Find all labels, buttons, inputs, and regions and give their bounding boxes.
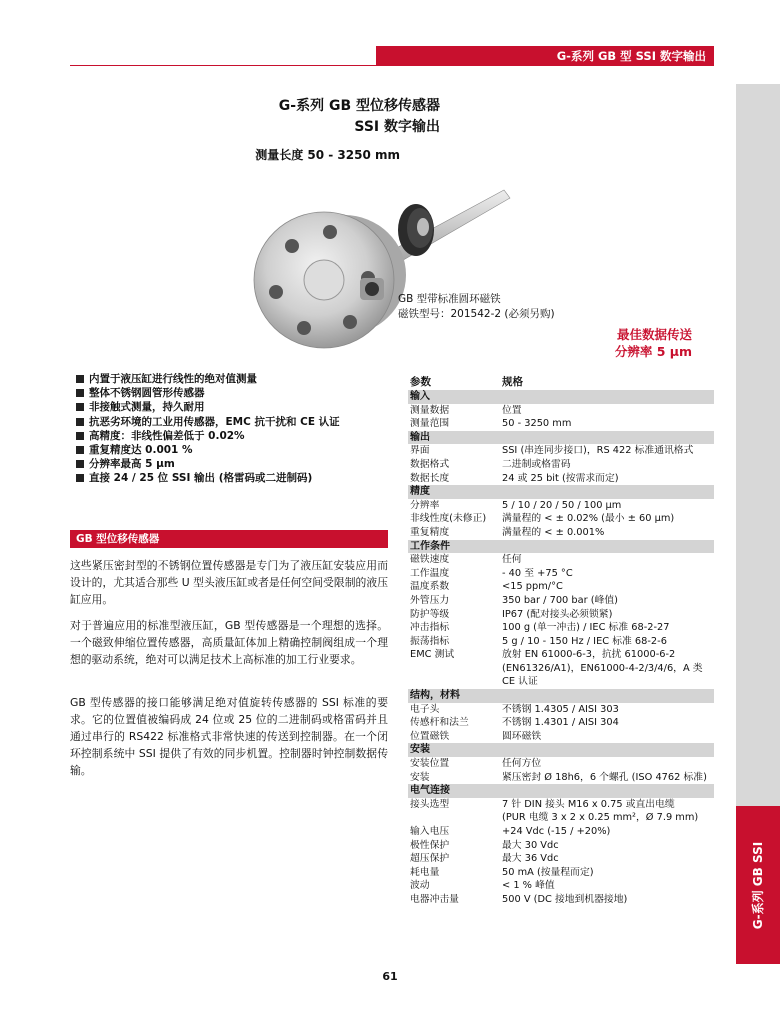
spec-value: 50 mA (按量程而定) <box>502 866 594 878</box>
spec-section-header: 电气连接 <box>408 784 714 798</box>
spec-row <box>408 703 714 717</box>
feature-item: 整体不锈钢圆管形传感器 <box>76 386 386 400</box>
spec-row <box>408 608 714 622</box>
spec-row <box>408 798 714 812</box>
spec-param: 位置磁铁 <box>410 730 450 742</box>
feature-item: 直接 24 / 25 位 SSI 输出 (格雷码或二进制码) <box>76 471 386 485</box>
header-rule <box>70 65 714 66</box>
spec-value: 圆环磁铁 <box>502 730 542 742</box>
spec-param: 温度系数 <box>410 581 450 593</box>
spec-param: 极性保护 <box>410 839 450 851</box>
connector-icon <box>360 278 384 300</box>
spec-param: 非线性度(未修正) <box>410 513 487 525</box>
spec-row <box>408 852 714 866</box>
spec-row <box>408 621 714 635</box>
header-band: G-系列 GB 型 SSI 数字输出 <box>376 46 714 66</box>
spec-param: 工作温度 <box>410 567 450 579</box>
spec-row <box>408 648 714 662</box>
spec-param: 输入电压 <box>410 826 450 837</box>
spec-param: 冲击指标 <box>410 622 450 634</box>
spec-row <box>408 730 714 744</box>
spec-param: 安装 <box>410 771 430 783</box>
spec-value: 紧压密封 Ø 18h6，6 个螺孔 (ISO 4762 标准) <box>502 771 707 783</box>
spec-param: 分辨率 <box>410 499 440 511</box>
spec-value: 不锈钢 1.4301 / AISI 304 <box>502 717 619 729</box>
spec-row <box>408 662 714 689</box>
spec-value: IP67 (配对接头必须锁紧) <box>502 608 613 620</box>
highlight-line1: 最佳数据传送 <box>616 327 692 342</box>
spec-section-header: 结构，材料 <box>408 689 714 703</box>
spec-row <box>408 417 714 431</box>
spec-row <box>408 472 714 486</box>
magnet-caption-line1: GB 型带标准圆环磁铁 <box>398 293 501 305</box>
spec-value: 任何方位 <box>502 758 542 770</box>
spec-section-header: 安装 <box>408 743 714 757</box>
spec-value: 二进制或格雷码 <box>502 458 571 470</box>
spec-row <box>408 567 714 581</box>
spec-param <box>408 811 502 825</box>
feature-item: 抗恶劣环境的工业用传感器，EMC 抗干扰和 CE 认证 <box>76 415 386 429</box>
spec-value: 最大 30 Vdc <box>502 839 559 851</box>
spec-row <box>408 893 714 907</box>
spec-row <box>408 404 714 418</box>
spec-param: 界面 <box>410 445 430 457</box>
spec-value: < 1 % 峰值 <box>502 880 555 892</box>
product-title: G-系列 GB 型位移传感器 <box>278 98 440 114</box>
spec-param: 数据长度 <box>410 472 450 484</box>
spec-row <box>408 553 714 567</box>
spec-section-header: 输出 <box>408 431 714 445</box>
spec-value: <15 ppm/°C <box>502 581 563 593</box>
spec-header-spec: 规格 <box>502 376 523 388</box>
sensor-image <box>234 180 524 370</box>
spec-param: 耗电量 <box>410 866 440 878</box>
spec-row <box>408 444 714 458</box>
feature-item: 非接触式测量，持久耐用 <box>76 400 386 414</box>
spec-value: 7 针 DIN 接头 M16 x 0.75 或直出电缆 <box>502 798 675 810</box>
spec-row <box>408 594 714 608</box>
spec-value: 放射 EN 61000-6-3，抗扰 61000-6-2 <box>502 649 676 661</box>
spec-param: 外管压力 <box>410 594 450 606</box>
spec-value: 不锈钢 1.4305 / AISI 303 <box>502 703 619 715</box>
spec-param: 传感杆和法兰 <box>410 717 469 729</box>
highlight-callout <box>560 326 692 360</box>
spec-row <box>408 526 714 540</box>
spec-param: EMC 测试 <box>410 649 455 661</box>
spec-section-header: 工作条件 <box>408 540 714 554</box>
spec-value: 任何 <box>502 554 522 566</box>
spec-row <box>408 757 714 771</box>
spec-table <box>408 390 714 907</box>
magnet-caption-line2: 磁铁型号：201542-2 (必须另购) <box>398 308 555 320</box>
spec-row <box>408 879 714 893</box>
spec-value: 100 g (单一冲击) / IEC 标准 68-2-27 <box>502 622 670 634</box>
spec-value: 位置 <box>502 404 522 416</box>
spec-param: 数据格式 <box>410 458 450 470</box>
feature-list <box>76 372 386 486</box>
ring-magnet-icon <box>398 204 434 256</box>
spec-value: - 40 至 +75 °C <box>502 567 573 579</box>
spec-value: +24 Vdc (-15 / +20%) <box>502 826 611 837</box>
highlight-line2: 分辨率 5 µm <box>614 344 692 359</box>
spec-value: 5 g / 10 - 150 Hz / IEC 标准 68-2-6 <box>502 635 667 647</box>
spec-row <box>408 499 714 513</box>
body-paragraph: GB 型传感器的接口能够满足绝对值旋转传感器的 SSI 标准的要求。它的位置值被编码成 24 位或 25 位的二进制码或格雷码并且通过串行的 RS422 标准格式非常快速的传送到控制器。在一个闭环控制系统中 SSI 提供了有效的同步机置。控制器时钟控制数据传输。 <box>70 696 388 777</box>
spec-value: SSI (串连同步接口)，RS 422 标准通讯格式 <box>502 445 694 457</box>
spec-value: 350 bar / 700 bar (峰值) <box>502 594 619 606</box>
measurement-length: 测量长度 50 - 3250 mm <box>255 148 400 162</box>
spec-param: 电器冲击量 <box>410 893 459 905</box>
spec-value: 满量程的 < ± 0.02% (最小 ± 60 µm) <box>502 513 675 525</box>
spec-value: (PUR 电缆 3 x 2 x 0.25 mm²，Ø 7.9 mm) <box>502 812 699 824</box>
feature-item: 分辨率最高 5 µm <box>76 457 386 471</box>
spec-param: 测量数据 <box>410 404 450 416</box>
spec-header-param: 参数 <box>410 376 431 388</box>
spec-row <box>408 580 714 594</box>
side-tab-label: G-系列 GB SSI <box>751 841 766 929</box>
spec-param: 波动 <box>410 880 430 892</box>
feature-item: 高精度：非线性偏差低于 0.02% <box>76 429 386 443</box>
spec-row <box>408 839 714 853</box>
product-subtitle: SSI 数字输出 <box>354 119 440 135</box>
spec-row <box>408 866 714 880</box>
spec-param: 超压保护 <box>410 853 450 865</box>
side-tab-label-wrap <box>736 806 780 964</box>
spec-param: 重复精度 <box>410 526 450 538</box>
spec-param: 安装位置 <box>410 758 450 770</box>
spec-row <box>408 811 714 825</box>
spec-value: 5 / 10 / 20 / 50 / 100 µm <box>502 499 622 511</box>
spec-value: 24 或 25 bit (按需求而定) <box>502 472 619 484</box>
spec-param: 振荡指标 <box>410 635 450 647</box>
spec-param: 接头选型 <box>410 798 450 810</box>
spec-value: 最大 36 Vdc <box>502 853 559 865</box>
spec-section-header: 精度 <box>408 485 714 499</box>
feature-item: 内置于液压缸进行线性的绝对值测量 <box>76 372 386 386</box>
page-number: 61 <box>382 970 398 983</box>
spec-value: 满量程的 < ± 0.001% <box>502 526 605 538</box>
spec-value: (EN61326/A1)，EN61000-4-2/3/4/6，A 类 CE 认证 <box>502 662 703 688</box>
body-paragraph: 这些紧压密封型的不锈钢位置传感器是专门为了液压缸安装应用而设计的，尤其适合那些 U 型头液压缸或者是任何空间受限制的液压缸应用。 <box>70 559 388 606</box>
spec-param: 防护等级 <box>410 608 450 620</box>
spec-param <box>408 662 502 689</box>
spec-row <box>408 512 714 526</box>
spec-value: 500 V (DC 接地到机器接地) <box>502 893 628 905</box>
section-title: GB 型位移传感器 <box>70 530 388 548</box>
spec-row <box>408 635 714 649</box>
spec-row <box>408 716 714 730</box>
spec-row <box>408 825 714 839</box>
spec-row <box>408 771 714 785</box>
spec-param: 电子头 <box>410 703 440 715</box>
spec-table-header <box>408 374 714 389</box>
body-paragraph: 对于普遍应用的标准型液压缸，GB 型传感器是一个理想的选择。一个磁致伸缩位置传感器，高质量缸体加上精确控制阀组成一个理想的驱动系统，绝对可以满足技术上高标准的加工行业要求。 <box>70 619 388 666</box>
magnet-caption <box>398 292 555 322</box>
spec-param: 测量范围 <box>410 418 450 430</box>
spec-row <box>408 458 714 472</box>
feature-item: 重复精度达 0.001 % <box>76 443 386 457</box>
spec-param: 磁铁速度 <box>410 554 450 566</box>
spec-value: 50 - 3250 mm <box>502 418 572 430</box>
spec-section-header: 输入 <box>408 390 714 404</box>
